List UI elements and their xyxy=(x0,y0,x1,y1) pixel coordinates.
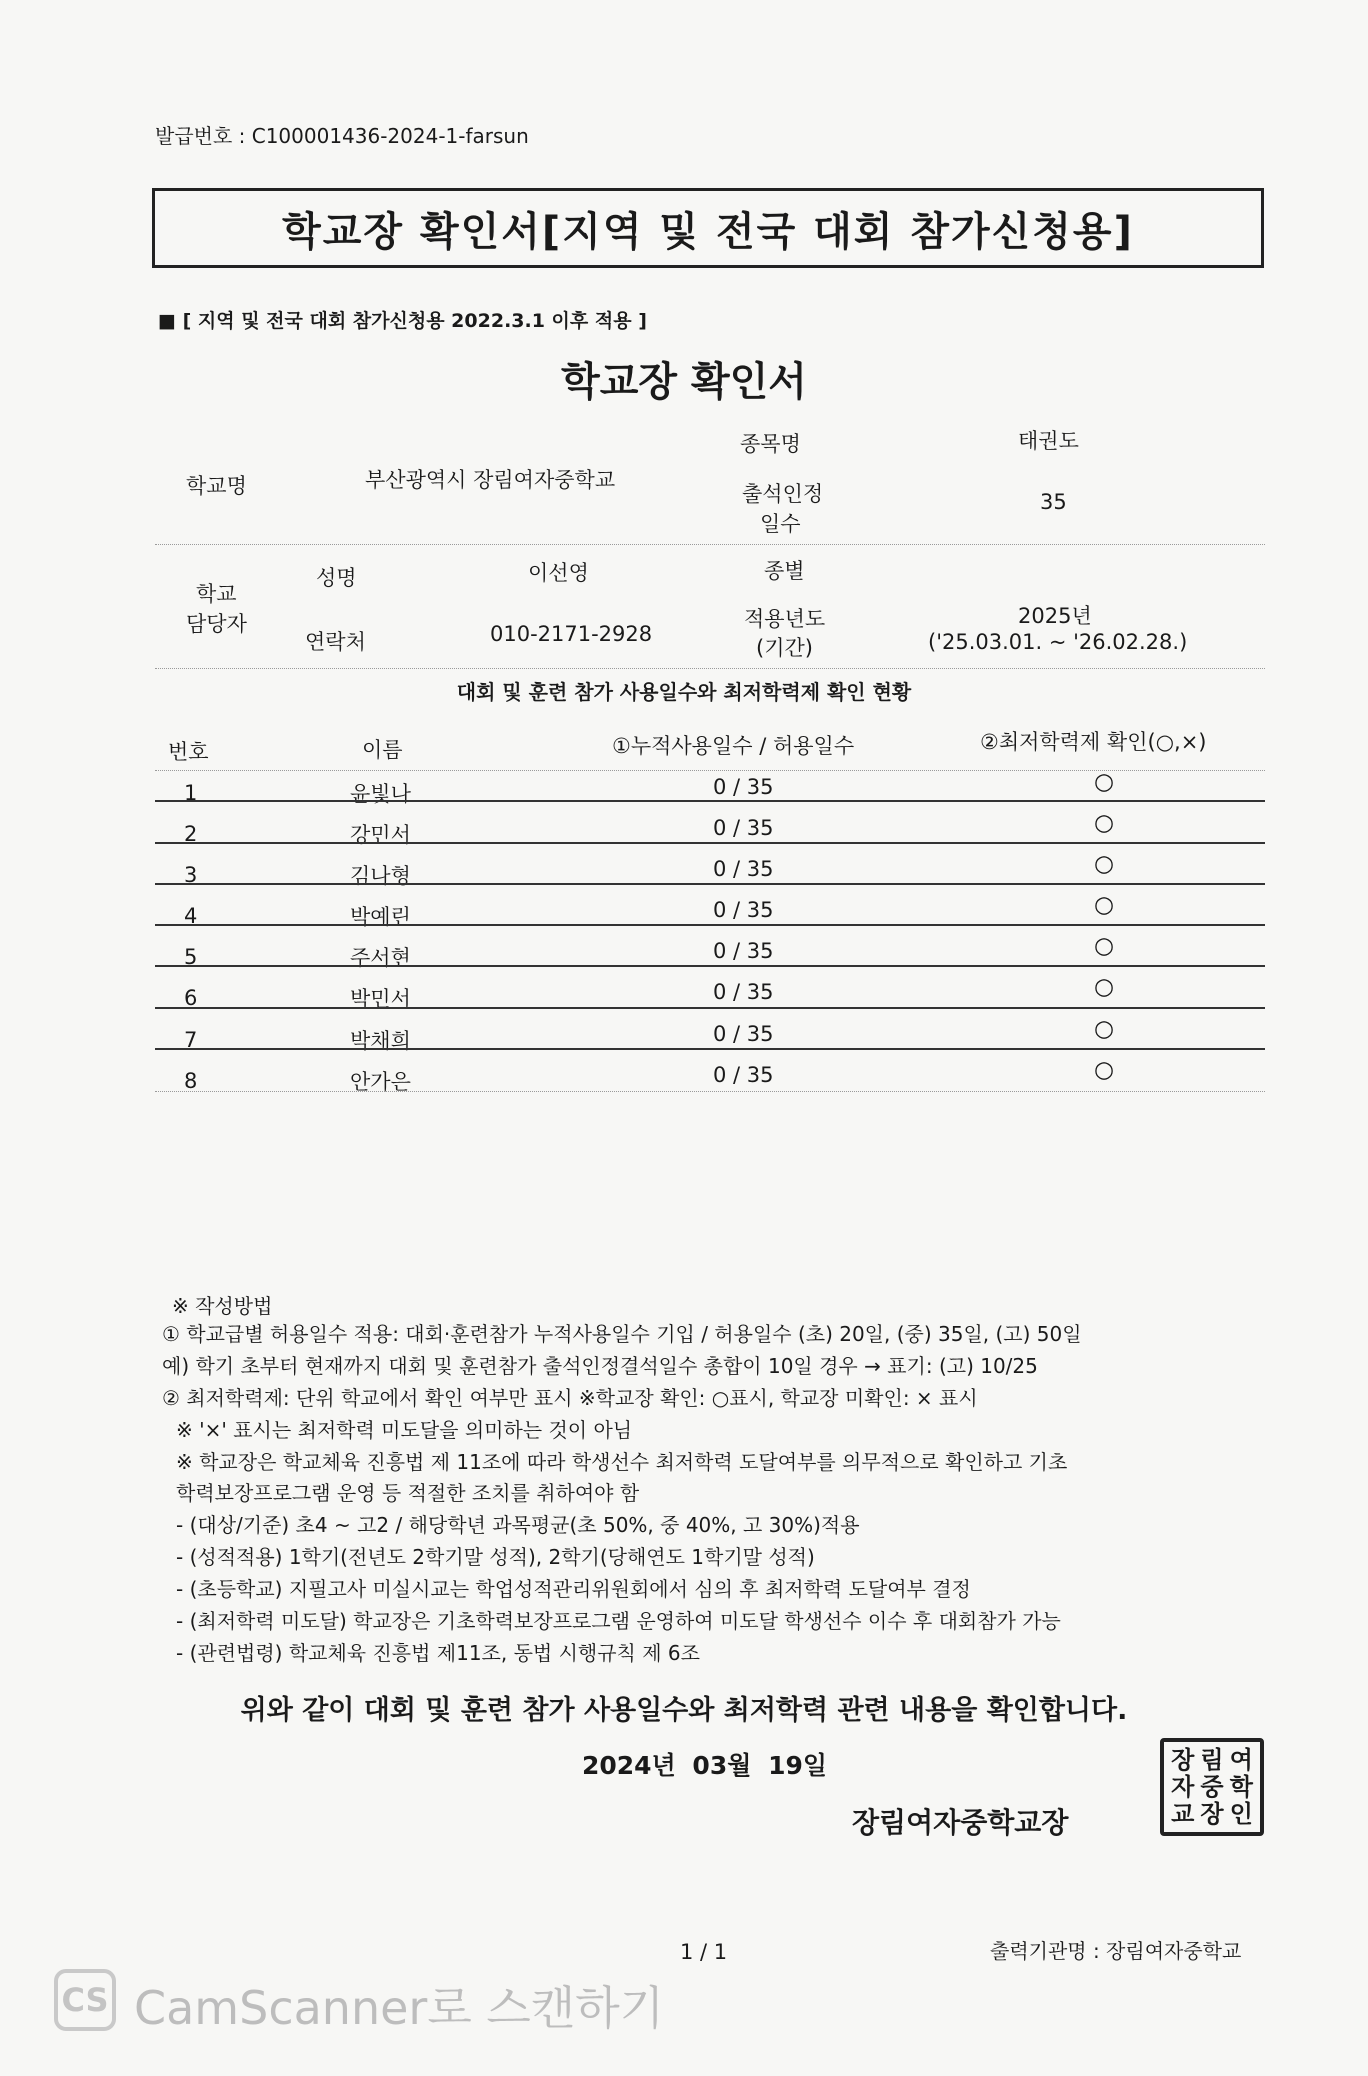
row-no: 3 xyxy=(184,863,198,887)
guide-line: - (최저학력 미도달) 학교장은 기초학력보장프로그램 운영하여 미도달 학생선수 이수 후 대회참가 가능 xyxy=(176,1609,1061,1633)
principal-signature: 장림여자중학교장 xyxy=(852,1806,1069,1839)
event-value: 태권도 xyxy=(1018,429,1079,453)
camscanner-watermark: CamScanner로 스캔하기 xyxy=(134,1981,665,2035)
row-days: 0 / 35 xyxy=(713,816,774,840)
attendance-label-2: 일수 xyxy=(760,512,801,536)
row-name: 윤빛나 xyxy=(350,782,411,806)
seal-char: 학 xyxy=(1229,1771,1253,1801)
output-organization: 출력기관명 : 장림여자중학교 xyxy=(990,1939,1242,1963)
guide-line: ※ '×' 표시는 최저학력 미도달을 의미하는 것이 아님 xyxy=(176,1418,633,1442)
guide-line: ※ 학교장은 학교체육 진흥법 제 11조에 따라 학생선수 최저학력 도달여부를 의무적으로 확인하고 기초 xyxy=(176,1450,1068,1474)
row-line xyxy=(155,883,1265,885)
table-bottom-line xyxy=(155,1091,1265,1092)
row-check: ○ xyxy=(1094,810,1115,836)
row-no: 6 xyxy=(184,986,198,1010)
phone-label: 연락처 xyxy=(305,630,366,654)
manager-label-2: 담당자 xyxy=(186,612,247,636)
seal-char: 여 xyxy=(1229,1744,1253,1774)
school-value: 부산광역시 장림여자중학교 xyxy=(365,468,616,492)
attendance-label-1: 출석인정 xyxy=(742,482,824,506)
row-check: ○ xyxy=(1094,974,1115,1000)
row-line xyxy=(155,1007,1265,1009)
row-check: ○ xyxy=(1094,933,1115,959)
row-days: 0 / 35 xyxy=(713,775,774,799)
info-divider xyxy=(155,544,1265,545)
row-line xyxy=(155,800,1265,802)
row-name: 안가은 xyxy=(350,1070,411,1094)
guide-line: - (관련법령) 학교체육 진흥법 제11조, 동법 시행규칙 제 6조 xyxy=(176,1641,700,1665)
year-value-1: 2025년 xyxy=(1018,604,1092,628)
header-check: ②최저학력제 확인(○,×) xyxy=(980,730,1207,754)
header-name: 이름 xyxy=(362,738,403,762)
camscanner-logo-icon: CS xyxy=(54,1969,116,2031)
event-label: 종목명 xyxy=(740,432,801,456)
header-no: 번호 xyxy=(168,740,209,764)
row-days: 0 / 35 xyxy=(713,1063,774,1087)
guide-line: ② 최저학력제: 단위 학교에서 확인 여부만 표시 ※학교장 확인: ○표시, 학교장 미확인: × 표시 xyxy=(162,1386,978,1410)
row-days: 0 / 35 xyxy=(713,898,774,922)
seal-char: 장 xyxy=(1200,1799,1224,1829)
row-days: 0 / 35 xyxy=(713,857,774,881)
year-label-2: (기간) xyxy=(756,636,813,660)
row-no: 4 xyxy=(184,904,198,928)
guide-heading: ※ 작성방법 xyxy=(172,1294,273,1318)
row-line xyxy=(155,1048,1265,1050)
row-name: 강민서 xyxy=(350,823,411,847)
row-days: 0 / 35 xyxy=(713,1022,774,1046)
row-check: ○ xyxy=(1094,851,1115,877)
school-label: 학교명 xyxy=(186,474,247,498)
row-no: 2 xyxy=(184,822,198,846)
name-label: 성명 xyxy=(316,566,357,590)
seal-char: 림 xyxy=(1200,1744,1224,1774)
guide-line: - (대상/기준) 초4 ~ 고2 / 해당학년 과목평균(초 50%, 중 40%, 고 30%)적용 xyxy=(176,1513,860,1537)
manager-label-1: 학교 xyxy=(196,582,237,606)
page-number: 1 / 1 xyxy=(680,1940,728,1964)
seal-char: 인 xyxy=(1229,1799,1253,1829)
school-seal xyxy=(1160,1738,1264,1836)
seal-char: 장 xyxy=(1171,1744,1195,1774)
header-days: ①누적사용일수 / 허용일수 xyxy=(612,734,855,758)
row-name: 김나형 xyxy=(350,864,411,888)
row-line xyxy=(155,842,1265,844)
year-value-2: ('25.03.01. ~ '26.02.28.) xyxy=(928,630,1188,654)
row-no: 5 xyxy=(184,945,198,969)
row-check: ○ xyxy=(1094,892,1115,918)
row-check: ○ xyxy=(1094,1057,1115,1083)
row-name: 주서현 xyxy=(350,946,411,970)
status-title: 대회 및 훈련 참가 사용일수와 최저학력제 확인 현황 xyxy=(456,680,912,704)
sub-title: 학교장 확인서 xyxy=(561,359,807,405)
issue-date: 2024년 03월 19일 xyxy=(582,1751,828,1780)
seal-char: 자 xyxy=(1171,1771,1195,1801)
guide-line: 학력보장프로그램 운영 등 적절한 조치를 취하여야 함 xyxy=(176,1481,640,1505)
confirmation-statement: 위와 같이 대회 및 훈련 참가 사용일수와 최저학력 관련 내용을 확인합니다. xyxy=(240,1695,1128,1726)
row-no: 8 xyxy=(184,1069,198,1093)
row-check: ○ xyxy=(1094,1016,1115,1042)
row-days: 0 / 35 xyxy=(713,939,774,963)
guide-line: ① 학교급별 허용일수 적용: 대회·훈련참가 누적사용일수 기입 / 허용일수 (초) 20일, (중) 35일, (고) 50일 xyxy=(162,1322,1082,1346)
document-title: 학교장 확인서[지역 및 전국 대회 참가신청용] xyxy=(152,188,1264,268)
row-name: 박채희 xyxy=(350,1029,411,1053)
seal-char: 교 xyxy=(1171,1799,1195,1829)
row-line xyxy=(155,924,1265,926)
phone-value: 010-2171-2928 xyxy=(490,622,653,646)
issue-number: 발급번호 : C100001436-2024-1-farsun xyxy=(155,124,529,148)
info-bottom-line xyxy=(155,668,1265,669)
row-no: 1 xyxy=(184,781,198,805)
seal-char: 중 xyxy=(1200,1771,1224,1801)
year-label-1: 적용년도 xyxy=(744,607,826,631)
attendance-value: 35 xyxy=(1040,490,1067,514)
guide-line: - (성적적용) 1학기(전년도 2학기말 성적), 2학기(당해연도 1학기말 성적) xyxy=(176,1545,815,1569)
row-no: 7 xyxy=(184,1028,198,1052)
row-line xyxy=(155,965,1265,967)
row-name: 박민서 xyxy=(350,987,411,1011)
guide-line: - (초등학교) 지필고사 미실시교는 학업성적관리위원회에서 심의 후 최저학력 도달여부 결정 xyxy=(176,1577,971,1601)
guide-line: 예) 학기 초부터 현재까지 대회 및 훈련참가 출석인정결석일수 총합이 10일 경우 → 표기: (고) 10/25 xyxy=(162,1354,1038,1378)
row-check: ○ xyxy=(1094,769,1115,795)
name-value: 이선영 xyxy=(528,561,589,585)
apply-note: ■ [ 지역 및 전국 대회 참가신청용 2022.3.1 이후 적용 ] xyxy=(158,310,647,332)
row-name: 박예린 xyxy=(350,905,411,929)
row-days: 0 / 35 xyxy=(713,980,774,1004)
category-label: 종별 xyxy=(764,559,805,583)
